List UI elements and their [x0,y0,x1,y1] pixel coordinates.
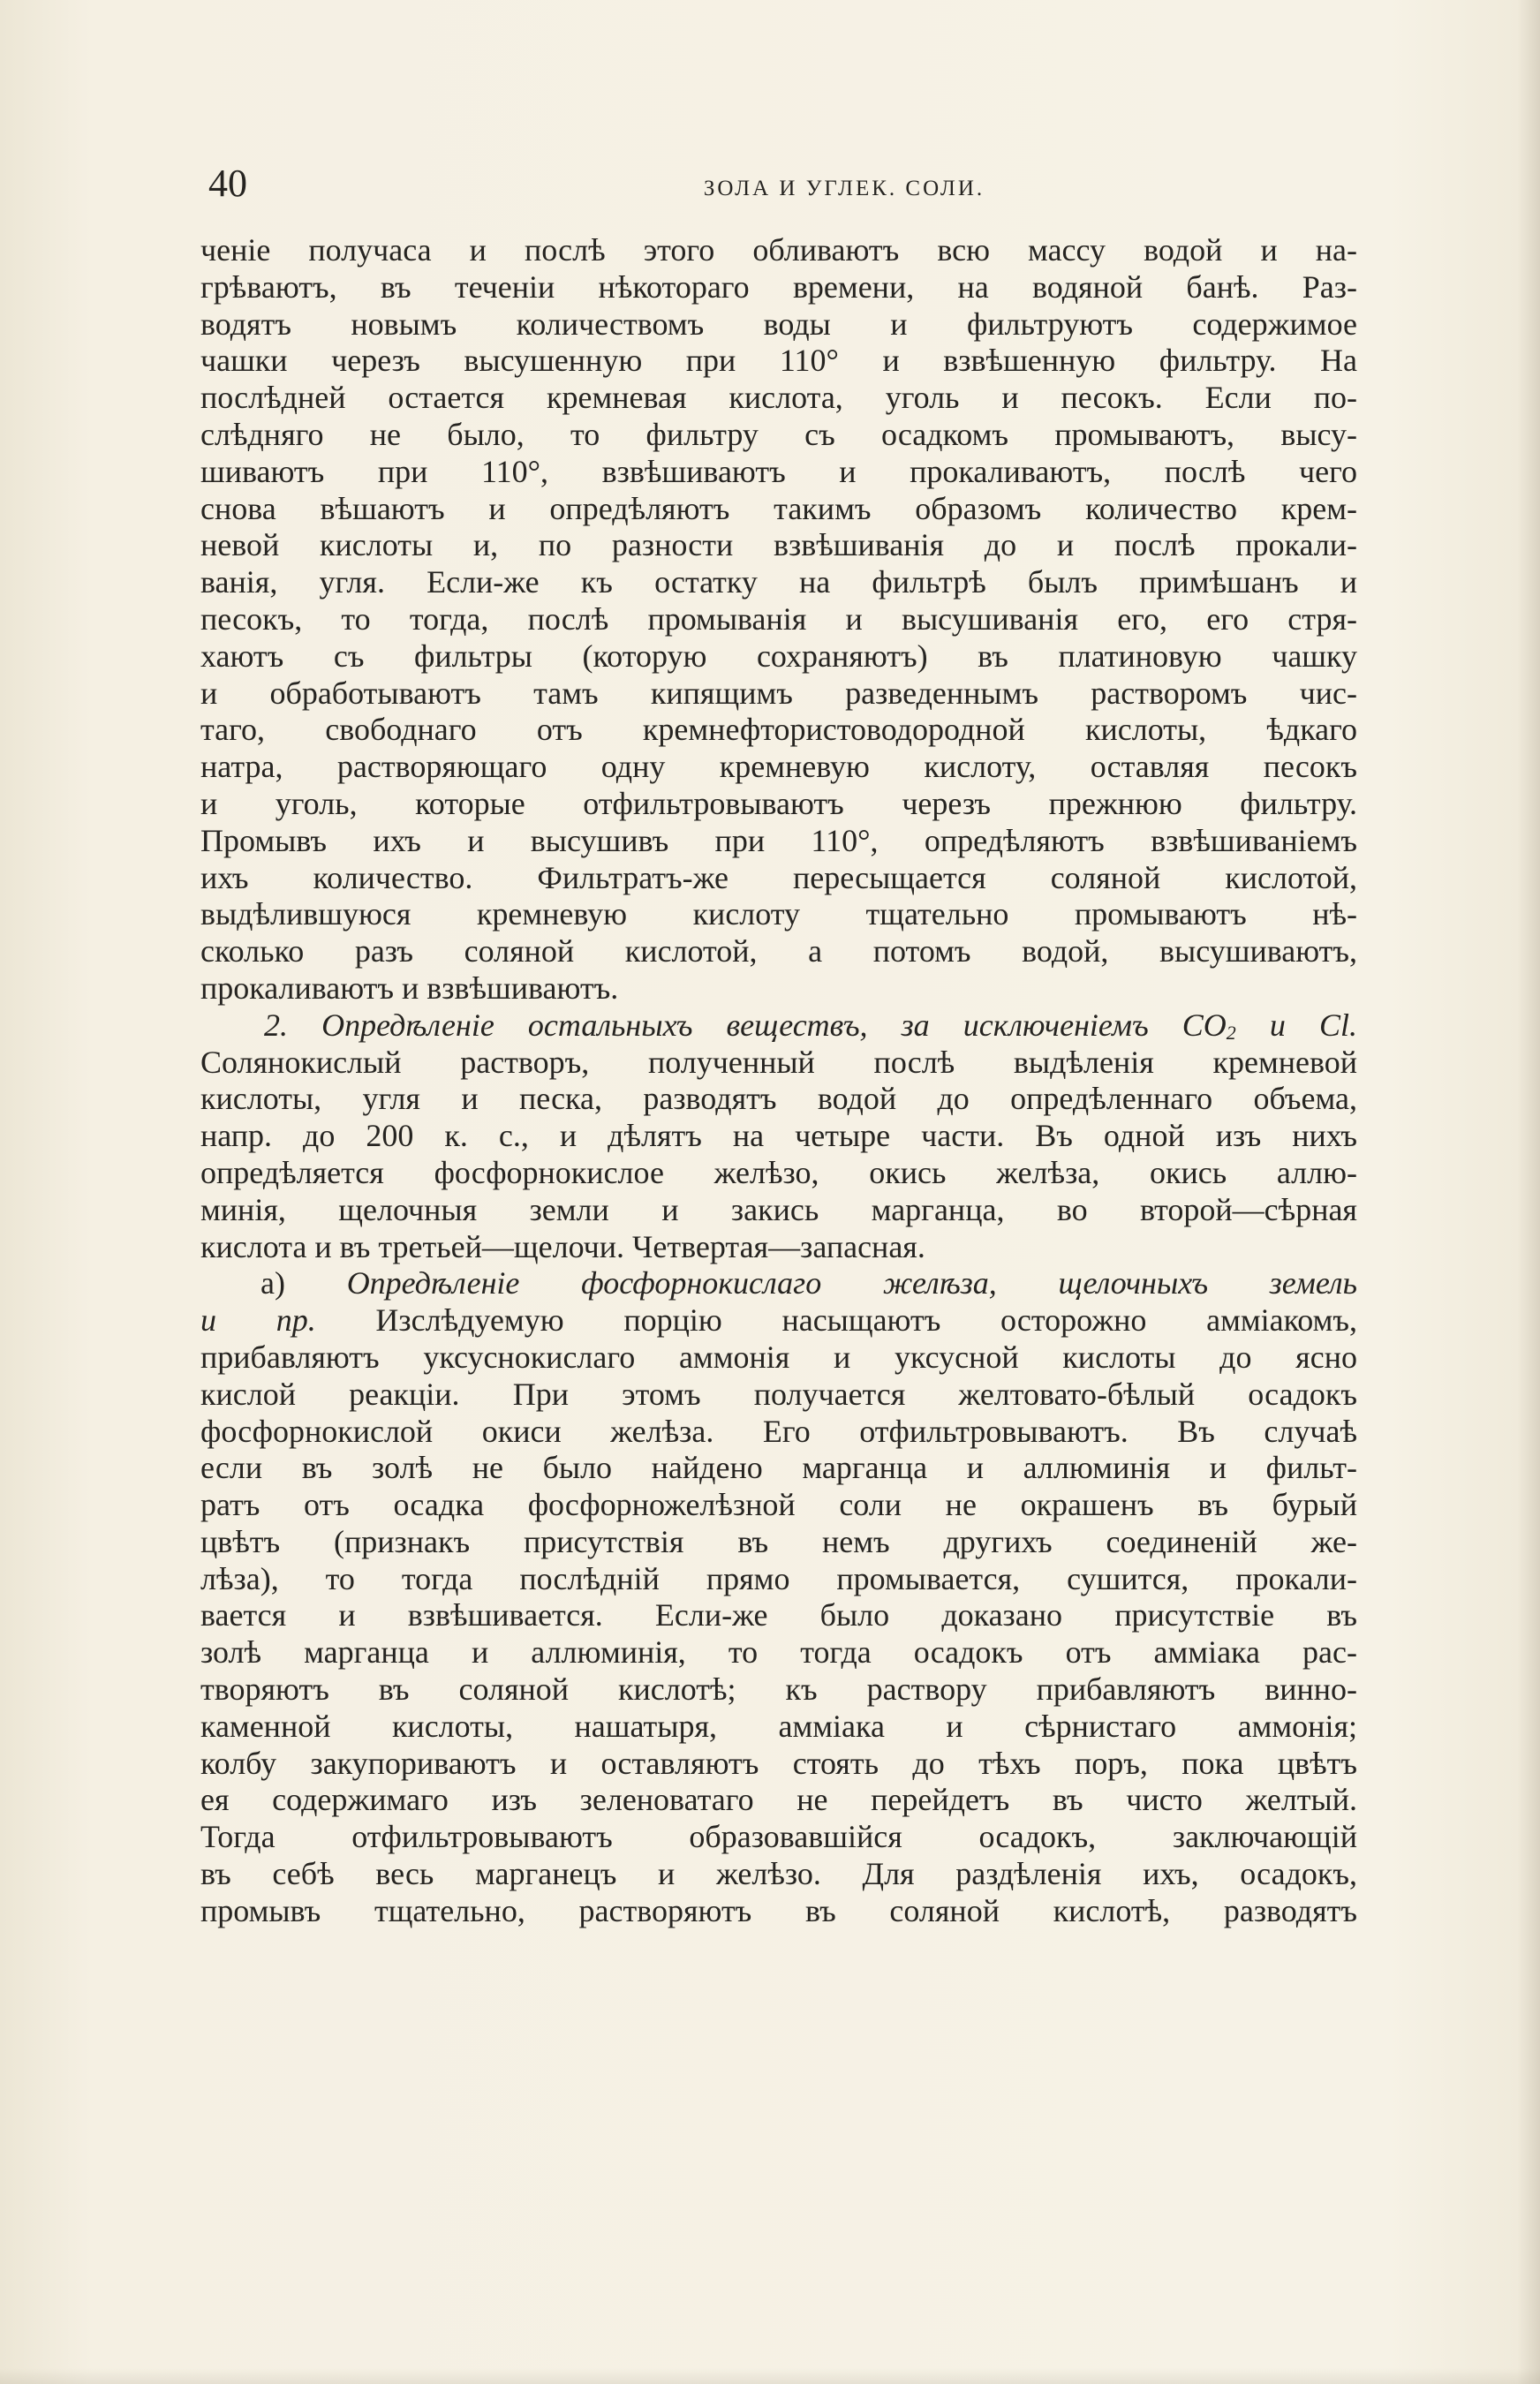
running-title: ЗОЛА И УГЛЕК. СОЛИ. [703,177,985,200]
text-line: напр. до 200 к. с., и дѣлятъ на четыре части. Въ одной изъ нихъ [200,1118,1357,1154]
section-2-heading-mid: за исключеніемъ CO [901,1007,1227,1043]
text-line: опредѣляется фосфорнокислое желѣзо, окись желѣза, окись аллю- [200,1154,1357,1190]
text-line: Промывъ ихъ и высушивъ при 110°, опредѣляютъ взвѣшиваніемъ [200,822,1357,858]
section-2-heading-lead: 2. Опредѣленіе остальныхъ веществъ, [264,1007,868,1043]
text-line: и уголь, которые отфильтровываютъ черезъ прежнюю фильтру. [200,785,1357,821]
text-line: вается и взвѣшивается. Если-же было доказано присутствіе въ [200,1597,1357,1633]
paragraph-ash-analysis [200,232,1357,1007]
text-line: невой кислоты и, по разности взвѣшиванія до и послѣ прокали- [200,527,1357,563]
text-line: грѣваютъ, въ теченіи нѣкотораго времени, на водяной банѣ. Раз- [200,268,1357,305]
section-2-heading-end: и Cl. [1235,1007,1357,1043]
text-line: кислоты, угля и песка, разводятъ водой до опредѣленнаго объема, [200,1081,1357,1117]
section-a-label: а) [260,1265,285,1301]
text-line: ихъ количество. Фильтратъ-же пересыщается соляной кислотой, [200,859,1357,895]
text-line: Тогда отфильтровываютъ образовавшійся осадокъ, заключающій [200,1819,1357,1855]
text-line: минія, щелочныя земли и закись марганца, во второй—сѣрная [200,1191,1357,1227]
section-a-heading-end: и пр. [200,1302,316,1339]
text-line: ванія, угля. Если-же къ остатку на фильтрѣ былъ примѣшанъ и [200,564,1357,600]
text-line: творяютъ въ соляной кислотѣ; къ раствору прибавляютъ винно- [200,1671,1357,1708]
text-line: колбу закупориваютъ и оставляютъ стоять до тѣхъ поръ, пока цвѣтъ [200,1745,1357,1781]
section-a-heading-text: Опредѣленіе фосфорнокислаго желѣза, щелочныхъ земель [346,1265,1357,1301]
text-line: выдѣлившуюся кремневую кислоту тщательно промываютъ нѣ- [200,896,1357,932]
text-line: чашки черезъ высушенную при 110° и взвѣшенную фильтру. На [200,343,1357,379]
page-bottom-edge [0,2368,1540,2384]
text-line: прибавляютъ уксуснокислаго аммонія и уксусной кислоты до ясно [200,1339,1357,1375]
text-line: сколько разъ соляной кислотой, а потомъ водой, высушиваютъ, [200,933,1357,969]
section-2-heading [200,1007,1357,1045]
text-line: кислота и въ третьей—щелочи. Четвертая—запасная. [200,1228,925,1264]
section-a-paragraph [200,1339,1357,1930]
text-line: послѣдней остается кремневая кислота, уголь и песокъ. Если по- [200,380,1357,416]
text-line: хаютъ съ фильтры (которую сохраняютъ) въ платиновую чашку [200,637,1357,674]
text-line: промывъ тщательно, растворяютъ въ соляной кислотѣ, разводятъ [200,1892,1357,1928]
text-line: и обработываютъ тамъ кипящимъ разведеннымъ растворомъ чис- [200,675,1357,711]
text-line: песокъ, то тогда, послѣ промыванія и высушиванія его, его стря- [200,600,1357,637]
text-line: золѣ марганца и аллюминія, то тогда осадокъ отъ амміака рас- [200,1634,1357,1671]
text-line: ея содержимаго изъ зеленоватаго не перейдетъ въ чисто желтый. [200,1782,1357,1818]
section-2-paragraph [200,1045,1357,1266]
section-a-first-sentence: Изслѣдуемую порцію насыщаютъ осторожно амміакомъ, [315,1302,1357,1339]
text-line: Солянокислый растворъ, полученный послѣ выдѣленія кремневой [200,1044,1357,1080]
text-line: въ себѣ весь марганецъ и желѣзо. Для раздѣленія ихъ, осадокъ, [200,1856,1357,1892]
text-line: ченіе получаса и послѣ этого обливаютъ всю массу водой и на- [200,232,1357,268]
text-line: каменной кислоты, нашатыря, амміака и сѣрнистаго аммонія; [200,1708,1357,1744]
section-a-heading [200,1265,1357,1302]
page-number: 40 [208,162,247,205]
text-line: таго, свободнаго отъ кремнефтористоводородной кислоты, ѣдкаго [200,712,1357,748]
page-header [208,157,1356,210]
text-line: снова вѣшаютъ и опредѣляютъ такимъ образомъ количество крем- [200,490,1357,526]
text-line: водятъ новымъ количествомъ воды и фильтруютъ содержимое [200,306,1357,342]
section-2-heading-subscript: 2 [1226,1021,1236,1044]
body-text [200,232,1357,1930]
text-line: прокаливаютъ и взвѣшиваютъ. [200,969,619,1006]
text-line: слѣдняго не было, то фильтру съ осадкомъ промываютъ, высу- [200,416,1357,452]
text-line: кислой реакціи. При этомъ получается желтовато-бѣлый осадокъ [200,1376,1357,1412]
text-line: ратъ отъ осадка фосфорножелѣзной соли не окрашенъ въ бурый [200,1487,1357,1523]
text-line: если въ золѣ не было найдено марганца и аллюминія и фильт- [200,1450,1357,1486]
text-line: натра, растворяющаго одну кремневую кислоту, оставляя песокъ [200,749,1357,785]
text-line: шиваютъ при 110°, взвѣшиваютъ и прокаливаютъ, послѣ чего [200,453,1357,489]
page-edge-shadow [1517,0,1540,2384]
text-line: цвѣтъ (признакъ присутствія въ немъ другихъ соединеній же- [200,1523,1357,1559]
section-a-heading-continued [200,1302,1357,1339]
text-line: лѣза), то тогда послѣдній прямо промывается, сушится, прокали- [200,1560,1357,1596]
text-line: фосфорнокислой окиси желѣза. Его отфильтровываютъ. Въ случаѣ [200,1413,1357,1449]
